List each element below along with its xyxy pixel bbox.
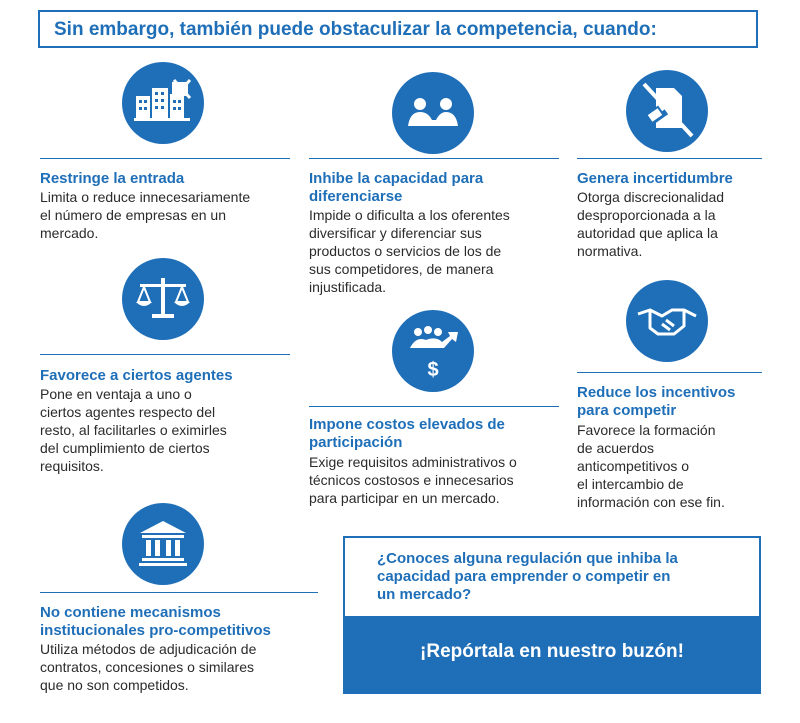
card-title: Inhibe la capacidad para diferenciarse [309, 170, 484, 205]
card-title: Favorece a ciertos agentes [40, 367, 233, 384]
report-callout [343, 536, 761, 694]
card-title: Reduce los incentivos para competir [577, 384, 736, 419]
divider [40, 158, 290, 159]
card-description: Utiliza métodos de adjudicación de contratos, concesiones o similares que no son competidos. [40, 641, 257, 693]
card-description: Favorece la formación de acuerdos anticompetitivos o el intercambio de información con ese fin. [577, 422, 725, 510]
card-description: Pone en ventaja a uno o ciertos agentes respecto del resto, al facilitarles o eximirles del cumplimiento de ciertos requisitos. [40, 386, 227, 474]
buildings-icon [122, 62, 204, 144]
callout-question: ¿Conoces alguna regulación que inhiba la capacidad para emprender o competir en un mercado? [377, 550, 678, 603]
divider [577, 372, 762, 373]
svg-text:$: $ [427, 359, 439, 381]
header-banner [38, 10, 758, 48]
card-title: Impone costos elevados de participación [309, 416, 505, 451]
card-description: Limita o reduce innecesariamente el número de empresas en un mercado. [40, 189, 251, 241]
divider [309, 158, 559, 159]
card-description: Otorga discrecionalidad desproporcionada a la autoridad que aplica la normativa. [577, 189, 725, 259]
card-description: Exige requisitos administrativos o técnicos costosos e innecesarios para participar en un mercado. [309, 454, 517, 506]
divider [40, 592, 318, 593]
card-title: Restringe la entrada [40, 170, 185, 187]
people-icon [392, 72, 474, 154]
card-description: Impide o dificulta a los oferentes diversificar y diferenciar sus productos o servicios de los de sus competidores, de manera injustificada. [309, 207, 510, 295]
card-title: Genera incertidumbre [577, 170, 733, 187]
card-title: No contiene mecanismos institucionales pro-competitivos [40, 604, 271, 639]
handshake-icon [626, 280, 708, 362]
divider [309, 406, 559, 407]
divider [577, 158, 762, 159]
divider [40, 354, 290, 355]
report-button[interactable] [345, 616, 759, 694]
page-title: Sin embargo, también puede obstaculizar la competencia, cuando: [54, 19, 657, 40]
report-button-label: ¡Repórtala en nuestro buzón! [420, 641, 684, 662]
gavel-document-icon [626, 70, 708, 152]
scales-icon [122, 258, 204, 340]
rising-cost-icon [392, 310, 474, 392]
institution-icon [122, 503, 204, 585]
